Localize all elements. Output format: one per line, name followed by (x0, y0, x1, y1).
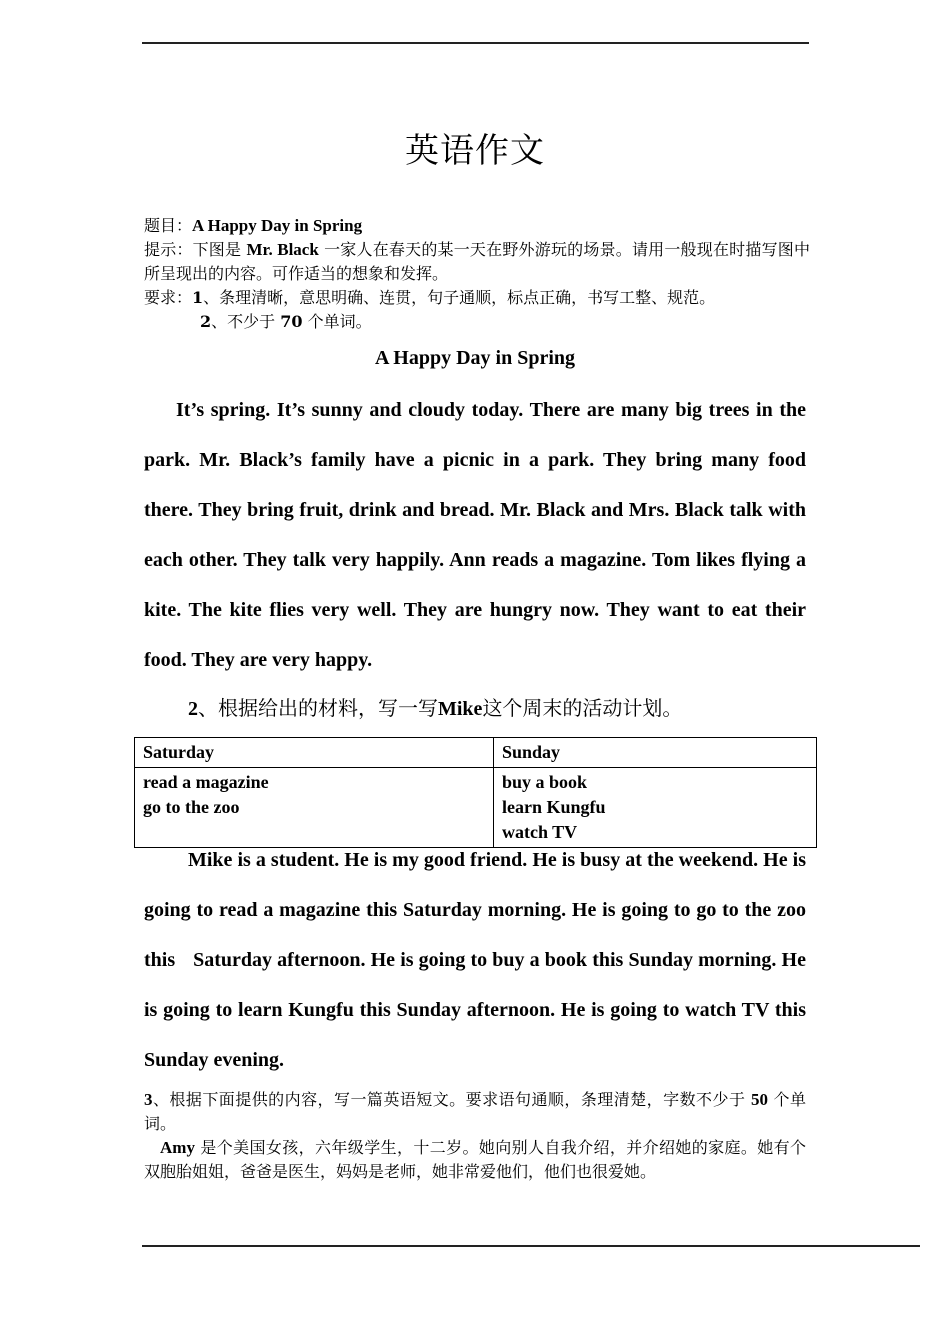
essay-title: A Happy Day in Spring (374, 347, 576, 369)
section-2-name: Mike (438, 698, 483, 720)
hint-label: 提示：下图是 (144, 240, 242, 259)
list-item: watch TV (502, 822, 578, 842)
requirement-2-pre: 、不少于 (211, 312, 276, 331)
section-3-post: 个单词。 (144, 1090, 806, 1133)
requirement-1-text: 、条理清晰，意思明确、连贯，句子通顺，标点正确，书写工整、规范。 (203, 288, 716, 307)
essay-2-body (144, 835, 806, 1085)
requirement-2-count: 70 (280, 312, 303, 331)
essay-1-body (144, 385, 806, 685)
section-3-num: 3 (144, 1090, 153, 1109)
requirement-2-post: 个单词。 (307, 312, 372, 331)
essay-1-text: It’s spring. It’s sunny and cloudy today. There are many big trees in the park. Mr. Black’s family have a picnic in a park. They bring many food there. They bring fruit, drink and bread. Mr. Black and Mrs. Black talk with each other. They talk very happily. Ann reads a magazine. Tom likes flying a kite. The kite flies very well. They are hungry now. They want to eat their food. They are very happy. (144, 399, 806, 671)
topic-text: A Happy Day in Spring (192, 216, 363, 235)
section-2-heading (188, 693, 682, 724)
requirement-1-num: 1 (192, 288, 204, 307)
section-3-desc: 是个美国女孩，六年级学生，十二岁。她向别人自我介绍，并介绍她的家庭。她有个双胞胎姐姐，爸爸是医生，妈妈是老师，她非常爱他们，他们也很爱她。 (144, 1138, 806, 1181)
topic-label: 题目： (144, 216, 193, 235)
header-saturday: Saturday (135, 738, 494, 768)
weekend-plan-table (134, 737, 817, 848)
top-rule (142, 42, 809, 44)
requirement-2-num: 2 (200, 312, 212, 331)
requirement-1 (144, 286, 810, 310)
section-2-num: 2 (188, 698, 198, 720)
topic-line (144, 214, 810, 238)
section-2-post: 这个周末的活动计划。 (482, 696, 683, 720)
header-sunday: Sunday (494, 738, 817, 768)
requirement-label: 要求： (144, 288, 193, 307)
list-item: learn Kungfu (502, 797, 606, 817)
section-3-name: Amy (160, 1138, 195, 1157)
hint-name: Mr. Black (246, 240, 319, 259)
list-item: buy a book (502, 772, 588, 792)
list-item: read a magazine (143, 772, 269, 792)
list-item: go to the zoo (143, 797, 240, 817)
page-title: 英语作文 (405, 130, 545, 171)
writing-prompt (144, 214, 810, 334)
section-3-count: 50 (750, 1090, 768, 1109)
section-2-pre: 、根据给出的材料，写一写 (198, 696, 438, 720)
section-3-instruction (144, 1088, 806, 1136)
section-3-description (144, 1136, 806, 1184)
table-header-row (135, 738, 817, 768)
essay-2-text-b: Saturday afternoon. He is going to buy a book this Sunday morning. He is going to learn Kungfu this Sunday afternoon. He is going to watch TV this Sunday evening. (144, 949, 806, 1071)
requirement-2 (144, 310, 810, 334)
essay-2-text-a: Mike is a student. He is my good friend. He is busy at the weekend. He is going to read a magazine this Saturday morning. He is going to go to the zoo this (144, 849, 806, 971)
bottom-rule (142, 1245, 920, 1247)
hint-text: 一家人在春天的某一天在野外游玩的场景。请用一般现在时描写图中所呈现出的内容。可作适当的想象和发挥。 (144, 240, 810, 283)
hint-line (144, 238, 810, 286)
section-3 (144, 1088, 806, 1184)
section-3-pre: 、根据下面提供的内容，写一篇英语短文。要求语句通顺，条理清楚，字数不少于 (152, 1090, 746, 1109)
